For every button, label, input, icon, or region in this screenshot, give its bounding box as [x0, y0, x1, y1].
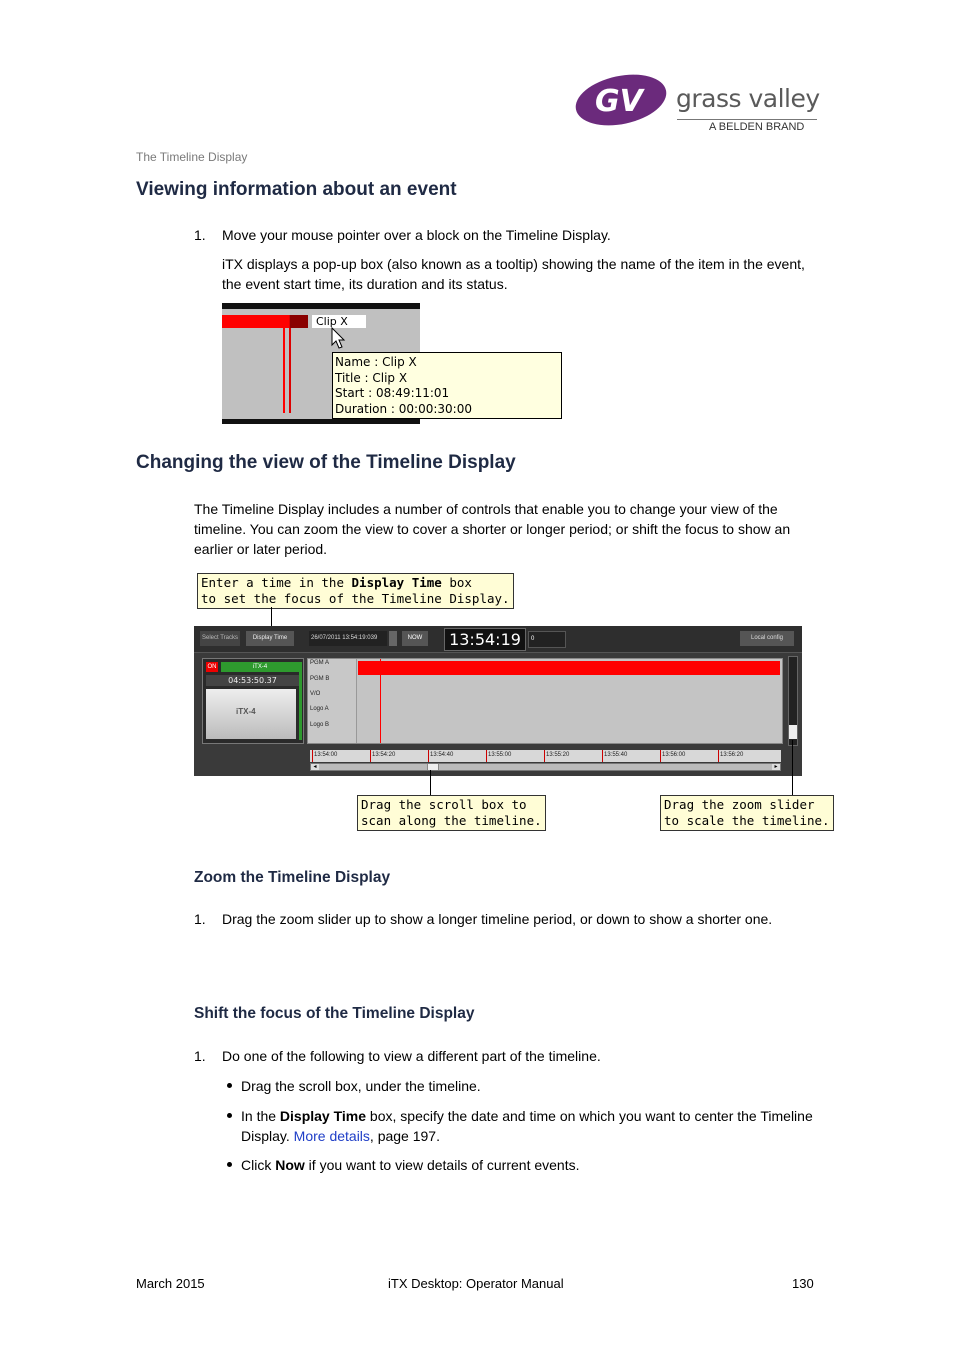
step-number: 1. [194, 227, 206, 243]
svg-text:GV: GV [595, 84, 643, 119]
footer-page-number: 130 [792, 1276, 814, 1291]
step-number: 1. [194, 911, 206, 927]
scroll-left-arrow-icon[interactable]: ◂ [311, 764, 319, 770]
time-tick-label: 13:55:20 [546, 752, 570, 758]
track-label: Logo B [310, 722, 330, 728]
section-title-changing-view: Changing the view of the Timeline Display [136, 452, 516, 473]
scroll-box[interactable] [427, 764, 439, 770]
callout-display-time: Enter a time in the Display Time box to set the focus of the Timeline Display. [197, 573, 514, 609]
time-tick [486, 750, 487, 762]
event-block[interactable] [222, 315, 290, 328]
step-text: Move your mouse pointer over a block on the Timeline Display. [222, 227, 611, 243]
tooltip-duration: Duration : 00:00:30:00 [335, 401, 472, 416]
time-tick-label: 13:56:00 [662, 752, 686, 758]
gv-logo-icon [573, 72, 673, 128]
time-tick [660, 750, 661, 762]
grass-valley-logo [573, 72, 823, 134]
event-tooltip [332, 352, 562, 419]
time-tick [312, 750, 313, 762]
time-ruler [310, 750, 781, 762]
footer-date: March 2015 [136, 1276, 205, 1291]
now-button[interactable]: NOW [402, 631, 428, 646]
counter-display: 0 [528, 631, 566, 648]
zoom-step-text: Drag the zoom slider up to show a longer timeline period, or down to show a shorter one. [222, 911, 773, 927]
time-tick-label: 13:54:20 [372, 752, 396, 758]
logo-wordmark: grass valley [676, 84, 820, 113]
time-tick-label: 13:55:40 [604, 752, 628, 758]
channel-time: 04:53:50.37 [206, 675, 299, 686]
step-number: 1. [194, 1048, 206, 1064]
bullet-icon [227, 1162, 232, 1167]
track-label: Logo A [310, 706, 329, 712]
time-tick [718, 750, 719, 762]
channel-name[interactable]: iTX-4 [221, 662, 299, 672]
scroll-right-arrow-icon[interactable]: ▸ [772, 764, 780, 770]
track-label: V/O [310, 691, 321, 697]
time-tick-label: 13:54:00 [314, 752, 338, 758]
time-tick [370, 750, 371, 762]
callout-zoom-slider: Drag the zoom slider to scale the timeline. [660, 795, 834, 831]
bullet-icon [227, 1083, 232, 1088]
subsection-title-zoom: Zoom the Timeline Display [194, 869, 391, 886]
time-tick [544, 750, 545, 762]
bullet-icon [227, 1113, 232, 1118]
channel-on-badge: ON [207, 664, 217, 670]
channel-thumbnail: iTX-4 [206, 689, 296, 739]
changing-view-description: The Timeline Display includes a number of controls that enable you to change your view of the timeline. You can zoom the view to cover a shorter or longer period; or shift the focus to show an earlier or later period. [194, 501, 791, 557]
select-tracks-button[interactable]: Select Tracks [200, 631, 240, 646]
channel-panel [202, 658, 304, 744]
zoom-slider-thumb[interactable] [789, 725, 797, 739]
track-label: PGM B [310, 676, 330, 682]
logo-brand: A BELDEN BRAND [709, 121, 805, 133]
timeline-scrollbar[interactable] [310, 763, 781, 771]
tooltip-description: iTX displays a pop-up box (also known as a tooltip) showing the name of the item in the event, the event start time, its duration and its status. [222, 256, 805, 292]
local-config-button[interactable]: Local config [740, 631, 794, 646]
section-title-viewing-info: Viewing information about an event [136, 179, 457, 200]
shift-step-text: Do one of the following to view a different part of the timeline. [222, 1048, 601, 1064]
timeline-display-screenshot [194, 626, 802, 776]
bullet-display-time: In the Display Time box, specify the date and time on which you want to center the Timeline Display. More details, page 197. [241, 1108, 813, 1144]
event-block[interactable] [358, 661, 780, 675]
clip-block-label[interactable]: Clip X [312, 315, 366, 328]
tooltip-title: Title : Clip X [335, 370, 408, 385]
tooltip-name: Name : Clip X [335, 355, 417, 369]
display-time-label: Display Time [246, 631, 294, 646]
time-tick-label: 13:54:40 [430, 752, 454, 758]
footer-title: iTX Desktop: Operator Manual [388, 1276, 564, 1291]
current-time-line [380, 659, 381, 743]
timeline-toolbar [194, 626, 802, 653]
display-time-input[interactable]: 26/07/2011 13:54:19:039 [309, 631, 387, 646]
time-tick [602, 750, 603, 762]
clock-display: 13:54:19 [444, 628, 526, 651]
tooltip-start: Start : 08:49:11:01 [335, 386, 450, 400]
track-label: PGM A [310, 660, 330, 666]
tracks-area [307, 658, 783, 744]
section-reference: The Timeline Display [136, 150, 248, 164]
tooltip-figure [222, 303, 564, 424]
time-tick-label: 13:55:00 [488, 752, 512, 758]
time-tick-label: 13:56:20 [720, 752, 744, 758]
bullet-drag-scroll: Drag the scroll box, under the timeline. [241, 1078, 481, 1094]
mouse-pointer-icon [331, 327, 347, 351]
time-tick [428, 750, 429, 762]
callout-scroll-box: Drag the scroll box to scan along the timeline. [357, 795, 546, 831]
bullet-click-now: Click Now if you want to view details of current events. [241, 1157, 580, 1173]
subsection-title-shift: Shift the focus of the Timeline Display [194, 1005, 475, 1022]
more-details-link[interactable]: More details [293, 1128, 370, 1144]
display-time-spinner[interactable] [389, 631, 397, 646]
zoom-slider-track[interactable] [788, 656, 798, 746]
